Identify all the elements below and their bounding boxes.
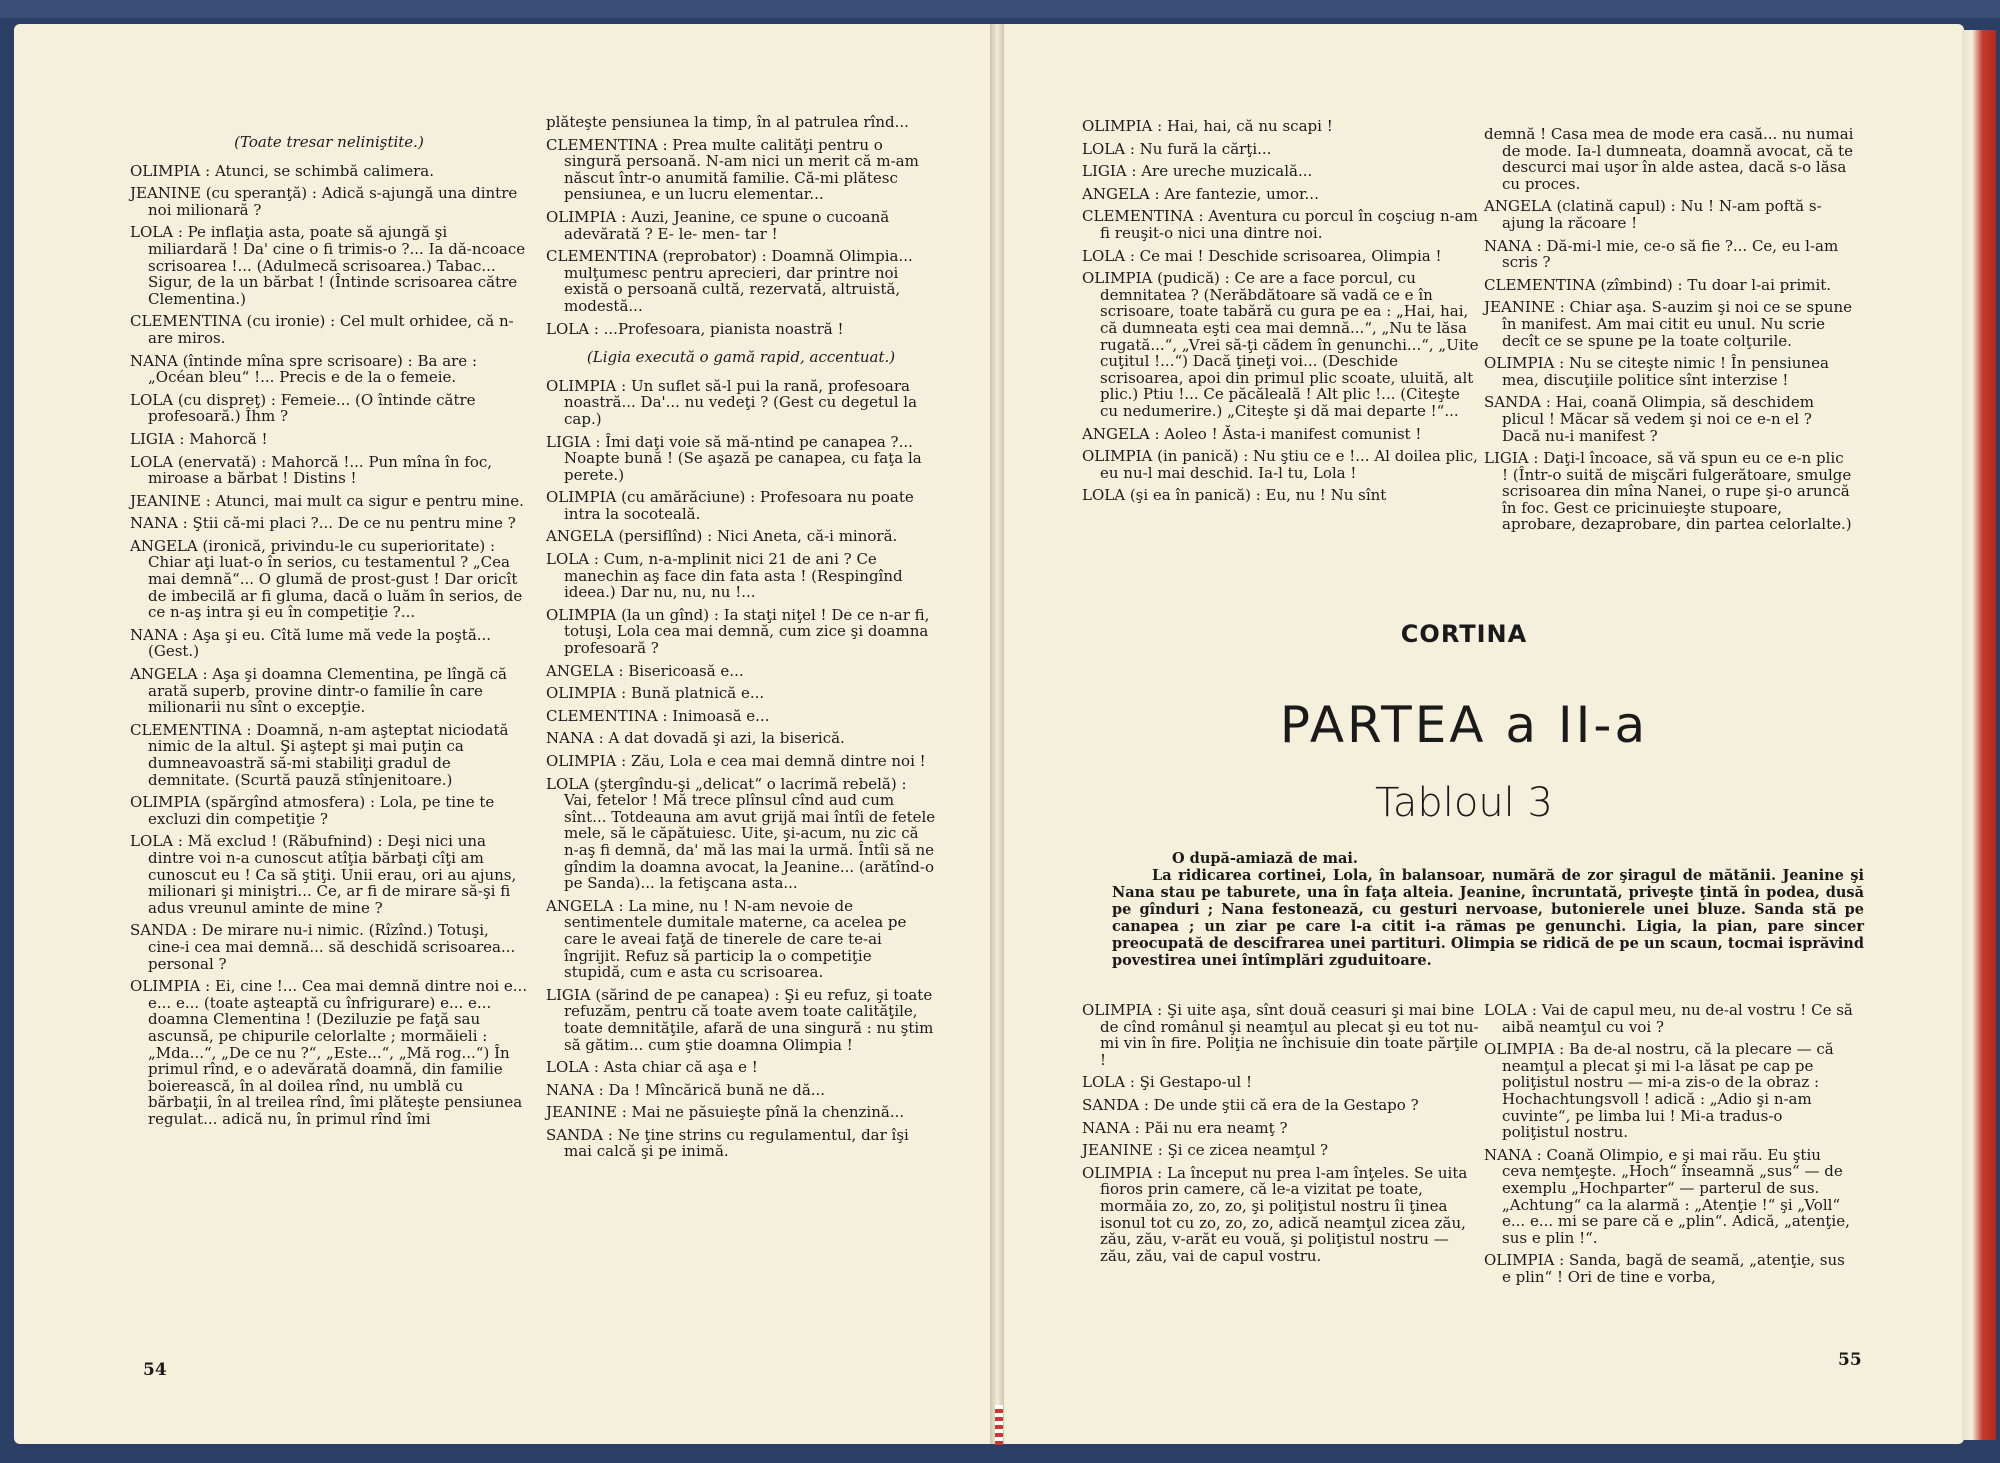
dialogue-line: JEANINE (cu speranţă) : Adică s-ajungă una dintre noi milionară ? (130, 184, 518, 219)
dialogue-line: CLEMENTINA : Aventura cu porcul în coşciug n-am fi reuşit-o nici una dintre noi. (1082, 207, 1478, 242)
dialogue-line: LOLA (şi ea în panică) : Eu, nu ! Nu sînt (1082, 486, 1387, 505)
dialogue-line: OLIMPIA : Sanda, bagă de seamă, „atenţie, sus e plin“ ! Ori de tine e vorba, (1484, 1251, 1845, 1286)
dialogue-line: LIGIA : Daţi-l încoace, să vă spun eu ce e-n plic ! (Într-o suită de mişcări fulgerătoare, smulge scrisoarea din mîna Nanei, o rupe şi-o aruncă în foc. Gest ce pricinuieşte stupoare, aprobare, dezaprobare, din partea celorlalte.) (1484, 449, 1852, 534)
right-page (1004, 24, 1964, 1444)
dialogue-line: NANA : Păi nu era neamţ ? (1082, 1118, 1288, 1137)
stage-direction: (Ligia execută o gamă rapid, accentuat.) (586, 348, 896, 367)
dialogue-line: OLIMPIA : Ei, cine !... Cea mai demnă dintre noi e... e... e... (toate aşteaptă cu înfrigurare) e... e... doamna Clementina ! (Deziluzie pe faţă sau ascunsă, pe chipurile celorlalte ; mormăieli : „Mda...“, „De ce nu ?“, „Este...“, „Mă rog...“) În primul rînd, e o adevărată doamnă, din familie boierească, în al doilea rînd, nu umblă cu bărbaţii, în al treilea rînd, îmi plăteşte pensiunea regulat... adică nu, în primul rînd îmi (130, 977, 528, 1128)
dialogue-line: NANA : Da ! Mîncărică bună ne dă... (546, 1080, 826, 1099)
dialogue-line: NANA : Coană Olimpio, e şi mai rău. Eu ştiu ceva nemţeşte. „Hoch“ înseamnă „sus“ — de exemplu „Hochparter“ — parterul de sus. „Achtung“ ca la alarmă : „Atenţie !“ şi „Voll“ e... e... mi se pare că e „plin“. Adică, „atenţie, sus e plin !“. (1484, 1145, 1850, 1247)
dialogue-line: OLIMPIA : Atunci, se schimbă calimera. (130, 161, 434, 180)
page-edges (1962, 30, 1996, 1440)
dialogue-line: OLIMPIA : Şi uite aşa, sînt două ceasuri şi mai bine de cînd românul şi neamţul au plecat şi eu tot nu-mi vin în fire. Poliţia ne închisuie din toate părţile ! (1082, 1001, 1479, 1069)
dialogue-line: ANGELA (clatină capul) : Nu ! N-am poftă s-ajung la răcoare ! (1484, 197, 1822, 232)
dialogue-line: LOLA : ...Profesoara, pianista noastră ! (546, 319, 844, 338)
dialogue-line: OLIMPIA (pudică) : Ce are a face porcul, cu demnitatea ? (Nerăbdătoare să vadă ce e în scrisoare, toate tabără cu gura pe ea : „Hai, hai, că dumneata eşti cea mai demnă...“, „Nu te lăsa rugată...“, „Vrei să-ţi cădem în genunchi...“, „Uite cuţitul !...“) Dacă ţineţi voi... (Deschide scrisoarea, apoi din primul plic scoate, uluită, alt plic.) Ptiu !... Ce păcăleală ! Alt plic !... (Citeşte cu nedumerire.) „Citeşte şi dă mai departe !“... (1082, 269, 1479, 420)
left-page (14, 24, 994, 1444)
dialogue-line: OLIMPIA (cu amărăciune) : Profesoara nu poate intra la socoteală. (546, 488, 914, 523)
dialogue-line: CLEMENTINA (cu ironie) : Cel mult orhidee, că n-are miros. (130, 312, 514, 347)
dialogue-line: LIGIA : Are ureche muzicală... (1082, 162, 1313, 181)
dialogue-line: ANGELA (ironică, privindu-le cu superioritate) : Chiar aţi luat-o în serios, cu testamentul ? „Cea mai demnă“... O glumă de prost-gust ! Dar oricît de imbecilă ar fi gluma, dacă o luăm în serios, de ce n-aş intra şi eu în competiţie ?... (130, 536, 523, 622)
dialogue-line: OLIMPIA : Auzi, Jeanine, ce spune o cucoană adevărată ? E- le- men- tar ! (546, 207, 890, 243)
dialogue-line: CLEMENTINA (zîmbind) : Tu doar l-ai primit. (1484, 275, 1832, 294)
dialogue-line: JEANINE : Şi ce zicea neamţul ? (1082, 1141, 1329, 1160)
dialogue-line: LOLA : Şi Gestapo-ul ! (1082, 1073, 1252, 1092)
page-number-right: 55 (1838, 1350, 1862, 1370)
dialogue-line: CLEMENTINA : Doamnă, n-am aşteptat niciodată nimic de la altul. Şi aştept şi mai puţin ca dumneavoastră să-mi stabiliţi gradul de demnitate. (Scurtă pauză stînjenitoare.) (130, 720, 509, 789)
dialogue-line: NANA : Aşa şi eu. Cîtă lume mă vede la poştă... (Gest.) (130, 625, 492, 661)
dialogue-line: OLIMPIA : Un suflet să-l pui la rană, profesoara noastră... Da'... nu vedeţi ? (Gest cu degetul la cap.) (546, 376, 918, 428)
book-cover-edge (0, 0, 2000, 18)
dialogue-line: ANGELA : Bisericoasă e... (546, 661, 744, 680)
tableau-title: Tabloul 3 (1375, 780, 1553, 826)
dialogue-line: SANDA : Ne ţine strins cu regulamentul, dar îşi mai calcă şi pe inimă. (546, 1125, 909, 1161)
dialogue-line: plăteşte pensiunea la timp, în al patrulea rînd... (546, 113, 909, 131)
dialogue-line: SANDA : De unde ştii că era de la Gestapo ? (1082, 1095, 1419, 1114)
dialogue-line: OLIMPIA (la un gînd) : Ia staţi niţel ! De ce n-ar fi, totuşi, Lola cea mai demnă, cum zice şi doamna profesoară ? (546, 605, 930, 658)
dialogue-line: NANA (întinde mîna spre scrisoare) : Ba are : „Océan bleu“ !... Precis e de la o femeie. (130, 351, 478, 387)
stage-direction: (Toate tresar neliniştite.) (234, 133, 424, 151)
dialogue-line: LOLA : Ce mai ! Deschide scrisoarea, Olimpia ! (1082, 246, 1442, 265)
stage-direction-body: La ridicarea cortinei, Lola, în balansoar, numără de zor şiragul de mătănii. Jeanine şi Nana stau pe taburete, una în faţa alteia. Jeanine, încruntată, priveşte ţintă în podea, dusă pe gînduri ; Nana festonează, cu gesturi nervoase, butonierele unei bluze. Sanda stă pe canapea ; un ziar pe care l-a citit i-a rămas pe genunchi. Ligia, la pian, pare sincer preocupată de descifrarea unei partituri. Olimpia se ridică de pe un scaun, tocmai isprăvind povestirea unei întîmplări zguduitoare. (1112, 867, 1864, 969)
part-title: PARTEA a II-a (1279, 696, 1649, 754)
right-bottom-column-1 (1082, 1002, 1482, 1270)
dialogue-line: CLEMENTINA : Inimoasă e... (546, 706, 770, 725)
stage-direction-time: O după-amiază de mai. (1172, 850, 1358, 867)
dialogue-line: OLIMPIA (spărgînd atmosfera) : Lola, pe tine te excluzi din competiţie ? (130, 793, 495, 828)
dialogue-line: JEANINE : Mai ne păsuieşte pînă la chenzină... (546, 1103, 905, 1122)
dialogue-line: ANGELA : Aşa şi doamna Clementina, pe lîngă că arată superb, provine dintr-o familie în care milionarii nu sînt o excepţie. (130, 665, 507, 717)
dialogue-line: OLIMPIA : La început nu prea l-am înţeles. Se uita fioros prin camere, că le-a vizitat pe toate, mormăia zo, zo, zo, şi poliţistul nostru îi ţinea isonul tot cu zo, zo, zo, adică neamţul zicea zău, zău, zău, v-arăt eu vouă, şi poliţistul nostru — zău, zău, vai de capul vostru. (1082, 1163, 1468, 1265)
dialogue-line: CLEMENTINA (reprobator) : Doamnă Olimpia... mulţumesc pentru aprecieri, dar printre noi există o persoană cultă, rezervată, altruistă, modestă... (546, 247, 913, 315)
dialogue-line: LOLA (cu dispreţ) : Femeie... (O întinde către profesoară.) Îhm ? (130, 390, 476, 426)
dialogue-line: ANGELA : La mine, nu ! N-am nevoie de sentimentele dumitale materne, ca acelea pe care le aveai faţă de tinerele de care te-ai îngrijit. Refuz să particip la o competiţie stupidă, cum e asta cu scrisoarea. (546, 896, 907, 982)
dialogue-line: NANA : A dat dovadă şi azi, la biserică. (546, 729, 845, 748)
dialogue-line: NANA : Ştii că-mi placi ?... De ce nu pentru mine ? (130, 514, 516, 533)
dialogue-line: OLIMPIA : Bună platnică e... (546, 684, 765, 703)
dialogue-line: LOLA (ştergîndu-şi „delicat“ o lacrimă rebelă) : Vai, fetelor ! Mă trece plînsul cînd aud cum sînt... Totdeauna am avut grijă mai întîi de fetele mele, să le căpătuiesc. Uite, şi-acum, nu zic că n-aş fi demnă, da' mă las mai la urmă. Întîi să ne gîndim la doamna avocat, la Jeanine... (arătînd-o pe Sanda)... la fetişcana asta... (546, 774, 936, 893)
dialogue-line: OLIMPIA (in panică) : Nu ştiu ce e !... Al doilea plic, eu nu-l mai deschid. Ia-l tu, Lola ! (1082, 447, 1478, 482)
dialogue-line: demnă ! Casa mea de mode era casă... nu numai de mode. Ia-l dumneata, doamnă avocat, că te descurci mai uşor în alde astea, dacă s-o lăsa cu proces. (1484, 125, 1854, 193)
dialogue-line: OLIMPIA : Nu se citeşte nimic ! În pensiunea mea, discuţiile politice sînt interzise ! (1484, 354, 1829, 389)
dialogue-line: JEANINE : Chiar aşa. S-auzim şi noi ce se spune în manifest. Am mai citit eu unul. Nu scrie decît ce se spune pe la toate colţurile. (1484, 298, 1853, 350)
dialogue-line: ANGELA : Are fantezie, umor... (1082, 184, 1319, 203)
dialogue-line: LOLA : Cum, n-a-mplinit nici 21 de ani ? Ce manechin aş face din fata asta ! (Respingînd ideea.) Dar nu, nu, nu !... (546, 550, 903, 602)
dialogue-line: SANDA : Hai, coană Olimpia, să deschidem plicul ! Măcar să vedem şi noi ce e-n el ? Dacă nu-i manifest ? (1484, 393, 1814, 445)
stage-directions (1112, 850, 1864, 969)
dialogue-line: LIGIA : Mahorcă ! (130, 429, 268, 448)
cortina-heading: CORTINA (1400, 620, 1528, 648)
dialogue-line: OLIMPIA : Zău, Lola e cea mai demnă dintre noi ! (546, 752, 926, 770)
dialogue-line: LOLA : Asta chiar că aşa e ! (546, 1058, 758, 1077)
dialogue-line: LOLA (enervată) : Mahorcă !... Pun mîna în foc, miroase a bărbat ! Distins ! (130, 452, 493, 488)
dialogue-line: NANA : Dă-mi-l mie, ce-o să fie ?... Ce, eu l-am scris ? (1484, 236, 1839, 272)
left-column-1 (130, 122, 528, 1133)
dialogue-line: LOLA : Vai de capul meu, nu de-al vostru ! Ce să aibă neamţul cu voi ? (1484, 1001, 1853, 1036)
dialogue-line: CLEMENTINA : Prea multe calităţi pentru o singură persoană. N-am nici un merit că m-am născut într-o anumită familie. Că-mi plătesc pensiunea, e un lucru elementar... (546, 135, 919, 204)
dialogue-line: SANDA : De mirare nu-i nimic. (Rîzînd.) Totuşi, cine-i cea mai demnă... să deschidă scrisoarea... personal ? (130, 921, 516, 973)
dialogue-line: LOLA : Nu fură la cărţi... (1082, 139, 1272, 158)
dialogue-line: LIGIA : Îmi daţi voie să mă-ntind pe canapea ?... Noapte bună ! (Se aşază pe canapea, cu faţa la perete.) (546, 432, 922, 484)
dialogue-line: LOLA : Pe inflaţia asta, poate să ajungă şi miliardară ! Da' cine o fi trimis-o ?... Ia dă-ncoace scrisoarea !... (Adulmecă scrisoarea.) Tabac... Sigur, de la un bărbat ! (Întinde scrisoarea către Clementina.) (130, 223, 526, 308)
dialogue-line: LOLA : Mă exclud ! (Răbufnind) : Deşi nici una dintre voi n-a cunoscut atîţia bărbaţi cîţi am cunoscut eu ! Ca să ştiţi. Unii erau, ori au ajuns, milionari şi miniştri... Ce, ar fi de mirare să-şi fi adus vreunul aminte de mine ? (130, 832, 517, 917)
dialogue-line: ANGELA (persiflînd) : Nici Aneta, că-i minoră. (546, 527, 898, 546)
right-bottom-column-2 (1484, 1002, 1854, 1292)
dialogue-line: OLIMPIA : Ba de-al nostru, că la plecare — că neamţul a plecat şi mi l-a lăsat pe cap pe poliţistul nostru — mi-a zis-o de la obraz : Hochachtungsvoll ! adică : „Adio şi n-am cuvinte“, pe limba lui ! Mi-a tradus-o poliţistul nostru. (1484, 1040, 1834, 1142)
right-column-2 (1484, 126, 1854, 539)
right-column-1 (1082, 118, 1482, 510)
dialogue-line: ANGELA : Aoleo ! Ăsta-i manifest comunist ! (1082, 424, 1422, 443)
dialogue-line: JEANINE : Atunci, mai mult ca sigur e pentru mine. (130, 491, 524, 510)
binding-stitch (995, 1405, 1003, 1445)
page-number-left: 54 (143, 1360, 167, 1380)
left-column-2 (546, 114, 936, 1166)
dialogue-line: LIGIA (sărind de pe canapea) : Şi eu refuz, şi toate refuzăm, pentru că toate avem toate calităţile, toate demnităţile, afară de una singură : nu ştim să gătim... cum ştie doamna Olimpia ! (546, 985, 934, 1054)
dialogue-line: OLIMPIA : Hai, hai, că nu scapi ! (1082, 117, 1333, 135)
